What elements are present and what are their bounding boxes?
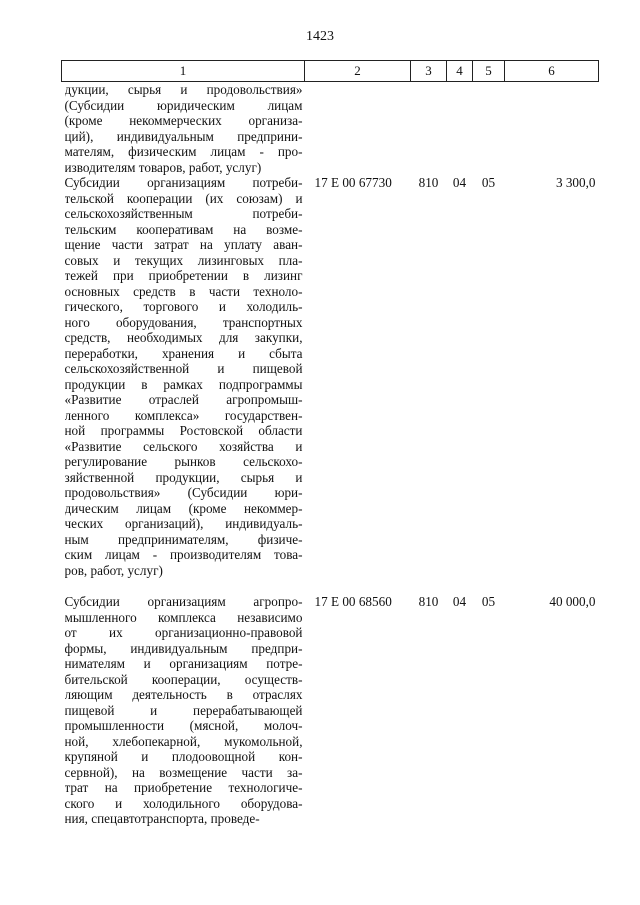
description-line: тельским кооперативам на возме- [64,221,303,237]
description-line: ным предпринимателям, физиче- [64,531,303,547]
description-line: переработки, хранения и сбыта [64,345,303,361]
header-col-6: 6 [505,61,599,82]
header-col-5: 5 [473,61,505,82]
description-line: основных средств в части техноло- [64,283,303,299]
description-line: (Субсидии юридическим лицам [64,97,303,113]
row-col-5 [473,82,505,176]
description-line: средств, необходимых для закупки, [64,330,303,345]
description-line: сервной), на возмещение части за- [64,764,303,780]
table-header [62,61,599,82]
description-line: формы, индивидуальным предпри- [64,640,303,656]
description-line: сельскохозяйственной и пищевой [64,361,303,376]
description-line: промышленности (мясной, молоч- [64,718,303,733]
description-line: тельской кооперации (их союзам) и [64,190,303,206]
description-line: трат на приобретение технологиче- [64,780,303,795]
description-line: ского и холодильного оборудова- [64,795,303,811]
description-line: бительской кооперации, осуществ- [64,671,303,687]
description-line: ния, спецавтотранспорта, проведе- [64,811,260,826]
description-line: щение части затрат на уплату аван- [64,237,303,252]
table-row [62,175,599,594]
row-col-3: 810 [418,175,439,190]
description-line: зяйственной продукции, сырья и [64,469,303,485]
row-description [62,82,305,176]
description-line: ной, хлебопекарной, мукомольной, [64,733,303,749]
description-line: ций), индивидуальным предприни- [64,128,303,144]
row-amount: 3 300,0 [555,175,596,190]
row-code [305,82,411,176]
description-line: «Развитие отраслей агропромыш- [64,392,303,407]
row-col-4 [447,82,473,176]
description-line: Субсидии организациям агропро- [64,594,303,609]
description-line: регулирование рынков сельскохо- [64,454,303,469]
description-line: совых и текущих лизинговых пла- [64,252,303,268]
description-line: дическим лицам (кроме некоммер- [64,500,303,516]
description-line: мышленного комплекса независимо [64,609,303,625]
description-line: продукции в рамках подпрограммы [64,376,303,392]
description-line: ной программы Ростовской области [64,423,303,438]
description-line: мателям, физическим лицам - про- [64,144,303,159]
row-col-5: 05 [481,594,496,609]
row-amount: 40 000,0 [549,594,596,609]
description-line: дукции, сырья и продовольствия» [64,82,303,97]
description-line: ляющим деятельность в отраслях [64,687,303,702]
description-line: ским лицам - производителям това- [64,547,303,562]
table-row [62,82,599,176]
row-col-4: 04 [452,175,467,190]
description-line: нимателям и организациям потре- [64,656,303,671]
description-line: Субсидии организациям потреби- [64,175,303,190]
row-col-3: 810 [418,594,439,609]
description-line: ческих организаций), индивидуаль- [64,516,303,531]
row-code: 17 Е 00 67730 [314,175,392,190]
description-line: ного оборудования, транспортных [64,314,303,330]
row-col-4: 04 [452,594,467,609]
table-row [62,594,599,844]
row-description [62,175,305,594]
description-line: пищевой и перерабатывающей [64,702,303,718]
header-col-2: 2 [305,61,411,82]
description-line: сельскохозяйственным потреби- [64,206,303,221]
description-line: изводителям товаров, работ, услуг) [64,159,262,175]
row-amount [505,82,599,176]
description-line: продовольствия» (Субсидии юри- [64,485,303,500]
row-code: 17 Е 00 68560 [314,594,392,609]
description-line: (кроме некоммерческих организа- [64,113,303,128]
header-col-1: 1 [62,61,305,82]
row-col-3 [411,82,447,176]
description-line: крупяной и плодоовощной кон- [64,749,303,764]
description-line: ров, работ, услуг) [64,562,163,578]
page-number: 1423 [306,29,334,44]
description-line: тежей при приобретении в лизинг [64,268,303,283]
table-body [62,82,599,844]
header-col-3: 3 [411,61,447,82]
budget-table [61,60,599,844]
row-description [62,594,305,844]
description-line: гического, торгового и холодиль- [64,299,303,314]
header-col-4: 4 [447,61,473,82]
row-col-5: 05 [481,175,496,190]
description-line: ленного комплекса» государствен- [64,407,303,423]
description-line: «Развитие сельского хозяйства и [64,438,303,454]
description-line: от их организационно-правовой [64,625,303,640]
